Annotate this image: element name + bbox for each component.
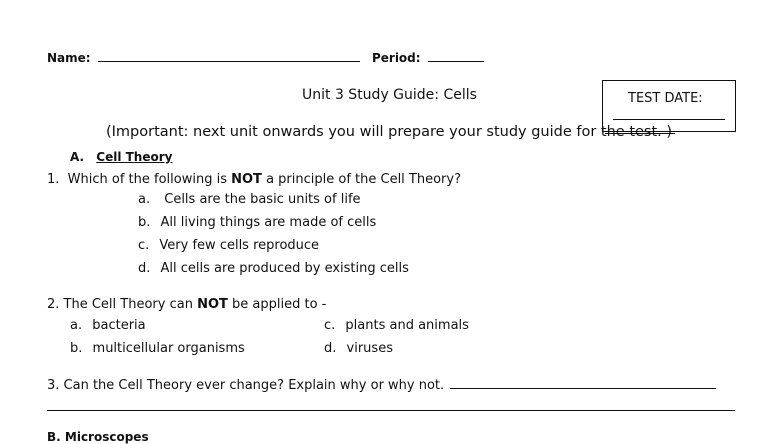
name-blank[interactable] [98,50,360,62]
strike-line [605,133,675,134]
q2-option-text: viruses [346,341,393,356]
page-title: Unit 3 Study Guide: Cells [302,87,477,103]
q1-option-text: All living things are made of cells [160,215,377,230]
q1-option-letter: b. [138,215,151,230]
name-label: Name: [47,51,91,65]
q2-option-text: bacteria [92,318,146,333]
q2-option-d[interactable] [324,341,393,356]
q3-answer-blank[interactable] [450,377,716,389]
q1-option-text: All cells are produced by existing cells [160,261,409,276]
q2-option-letter: a. [70,318,83,333]
section-a-heading [70,150,172,164]
q2-option-letter: b. [70,341,83,356]
period-blank[interactable] [428,50,484,62]
q1-option-letter: d. [138,261,151,276]
q1-option-b[interactable] [138,215,376,230]
q2-option-letter: c. [324,318,336,333]
question-3 [47,377,716,393]
q2-option-letter: d. [324,341,337,356]
q1-option-a[interactable] [138,192,361,207]
q2-before: 2. The Cell Theory can [47,297,198,312]
q1-after: a principle of the Cell Theory? [261,172,461,187]
important-note: (Important: next unit onwards you will prepare your study guide for the test. ) [106,124,673,140]
q1-option-letter: c. [138,238,150,253]
test-date-label: TEST DATE: [628,91,703,106]
q1-option-d[interactable] [138,261,409,276]
section-a-letter: A. [70,150,85,164]
q1-option-text: Cells are the basic units of life [164,192,361,207]
q2-after: be applied to - [227,297,327,312]
q2-option-b[interactable] [70,341,245,356]
q2-option-text: multicellular organisms [92,341,245,356]
period-label: Period: [371,51,421,65]
q1-emphasis: NOT [231,172,262,187]
q1-option-c[interactable] [138,238,319,253]
q2-option-text: plants and animals [345,318,469,333]
question-1 [47,172,461,187]
question-2 [47,297,326,312]
q3-text: 3. Can the Cell Theory ever change? Explain why or why not. [47,378,445,393]
name-period-row [47,50,484,65]
q1-before: 1. Which of the following is [47,172,232,187]
section-b-heading: B. Microscopes [47,430,149,444]
q1-option-text: Very few cells reproduce [159,238,320,253]
section-a-title: Cell Theory [96,150,173,164]
q2-option-a[interactable] [70,318,146,333]
q2-emphasis: NOT [197,297,228,312]
q3-answer-line[interactable] [47,410,735,411]
q1-option-letter: a. [138,192,151,207]
test-date-blank[interactable] [613,119,725,120]
q2-option-c[interactable] [324,318,469,333]
